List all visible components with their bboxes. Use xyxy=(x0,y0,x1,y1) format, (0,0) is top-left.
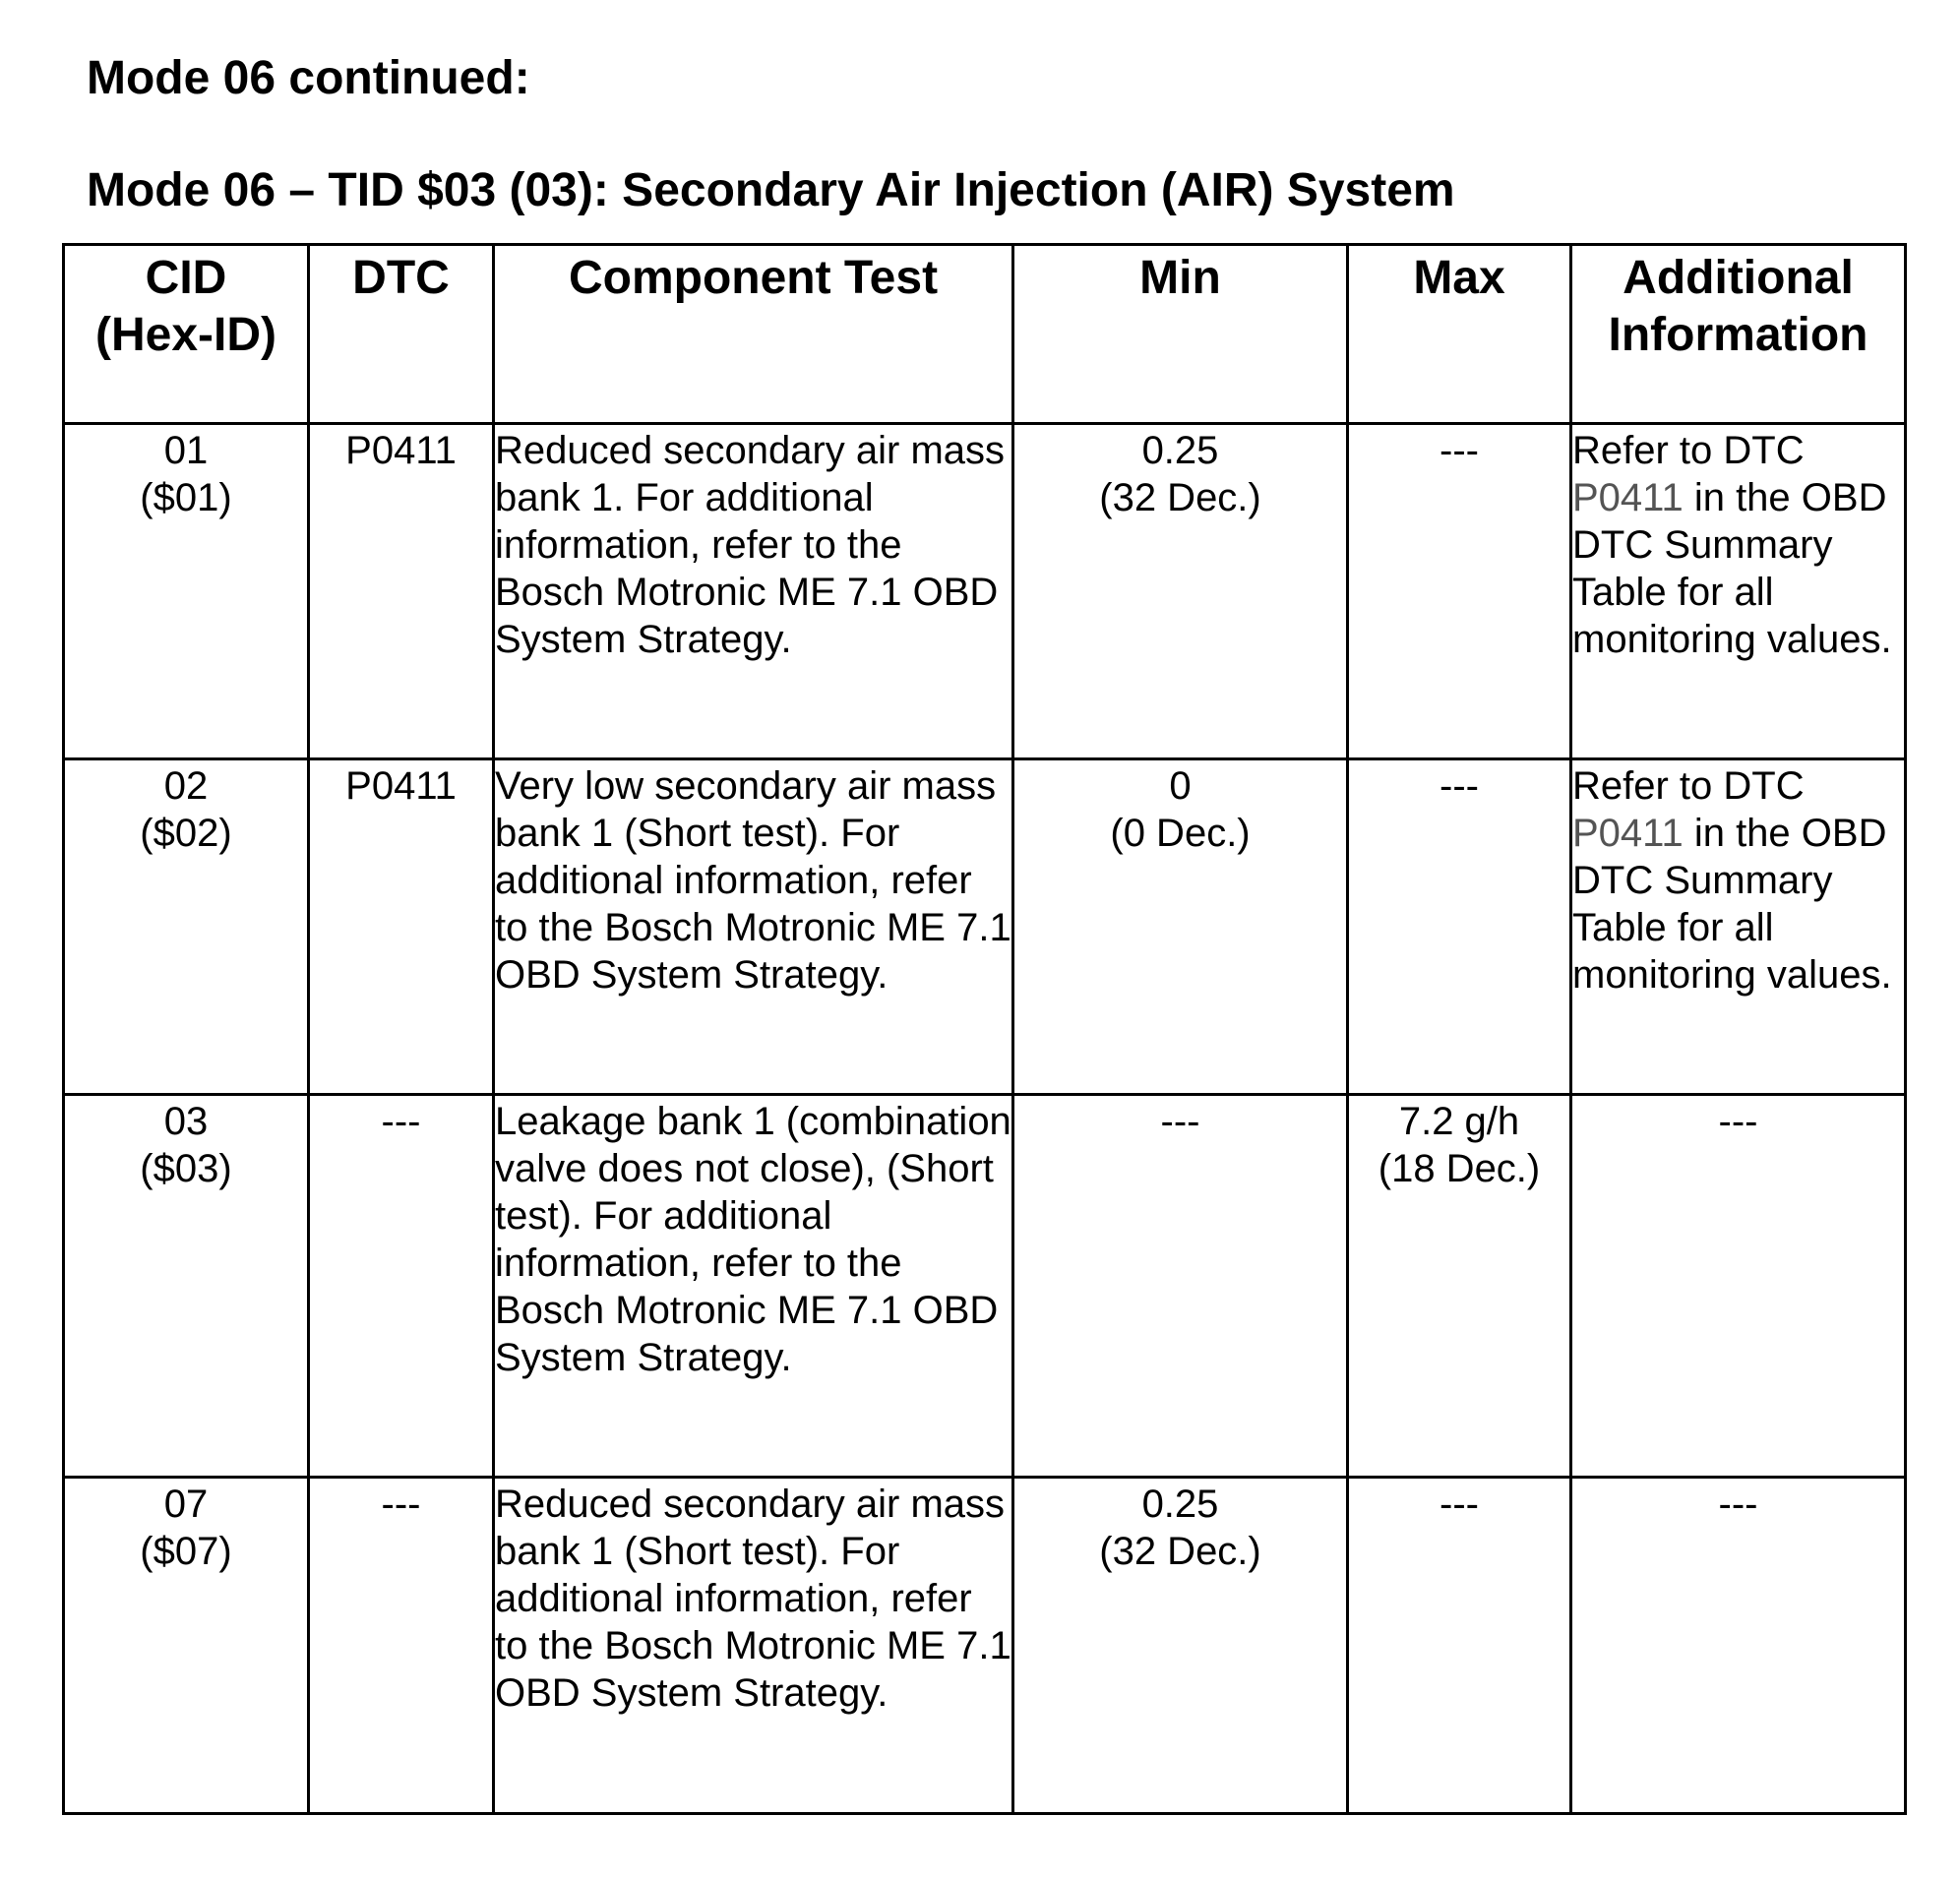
cell-cid xyxy=(64,1478,309,1814)
info-text-before: Refer to DTC xyxy=(1572,764,1805,808)
table-header-row xyxy=(64,245,1906,424)
header-info-line2: Information xyxy=(1608,309,1868,361)
cell-additional-info: --- xyxy=(1571,1478,1906,1814)
cell-additional-info xyxy=(1571,759,1906,1095)
max-value: 7.2 g/h xyxy=(1398,1100,1520,1143)
cid-value: 01 xyxy=(163,429,209,472)
cell-min xyxy=(1013,759,1348,1095)
cell-max xyxy=(1348,424,1571,759)
table-row xyxy=(64,759,1906,1095)
header-cid-line1: CID xyxy=(145,252,227,304)
header-component-test: Component Test xyxy=(494,245,1013,424)
cell-cid xyxy=(64,424,309,759)
cell-additional-info: --- xyxy=(1571,1095,1906,1478)
max-dec: (18 Dec.) xyxy=(1378,1147,1541,1190)
cid-hex: ($01) xyxy=(140,476,232,519)
table-row xyxy=(64,424,1906,759)
header-dtc: DTC xyxy=(309,245,494,424)
cell-dtc: P0411 xyxy=(309,759,494,1095)
max-value: --- xyxy=(1439,429,1479,472)
min-value: 0 xyxy=(1169,764,1192,808)
dtc-link[interactable]: P0411 xyxy=(1572,476,1684,519)
min-dec: (32 Dec.) xyxy=(1099,1530,1261,1573)
info-text-before: Refer to DTC xyxy=(1572,429,1805,472)
cell-component-test: Very low secondary air mass bank 1 (Short test). For additional information, refer to the Bosch Motronic ME 7.1 OBD System Strategy. xyxy=(494,759,1013,1095)
section-heading-continued: Mode 06 continued: xyxy=(87,52,530,104)
cid-value: 07 xyxy=(163,1483,209,1526)
max-value: --- xyxy=(1439,764,1479,808)
info-text-after: in the OBD DTC Summary Table for all monitoring values. xyxy=(1572,812,1892,997)
min-value: 0.25 xyxy=(1141,429,1219,472)
header-info-line1: Additional xyxy=(1623,252,1854,304)
min-dec: (0 Dec.) xyxy=(1110,812,1251,855)
cell-max xyxy=(1348,1095,1571,1478)
cell-max xyxy=(1348,759,1571,1095)
mode06-tid03-table xyxy=(62,243,1907,1815)
min-value: 0.25 xyxy=(1141,1483,1219,1526)
table-row xyxy=(64,1095,1906,1478)
cid-hex: ($03) xyxy=(140,1147,232,1190)
header-cid xyxy=(64,245,309,424)
cell-dtc: --- xyxy=(309,1095,494,1478)
cid-value: 03 xyxy=(163,1100,209,1143)
cell-min xyxy=(1013,424,1348,759)
min-dec: (32 Dec.) xyxy=(1099,476,1261,519)
cell-dtc: --- xyxy=(309,1478,494,1814)
cid-hex: ($02) xyxy=(140,812,232,855)
min-value: --- xyxy=(1160,1100,1200,1143)
cell-cid xyxy=(64,759,309,1095)
cell-max xyxy=(1348,1478,1571,1814)
table-title: Mode 06 – TID $03 (03): Secondary Air Injection (AIR) System xyxy=(87,164,1455,216)
header-cid-line2: (Hex-ID) xyxy=(94,309,276,361)
header-additional-information xyxy=(1571,245,1906,424)
cell-min xyxy=(1013,1095,1348,1478)
cell-additional-info xyxy=(1571,424,1906,759)
max-value: --- xyxy=(1439,1483,1479,1526)
dtc-link[interactable]: P0411 xyxy=(1572,812,1684,855)
cell-component-test: Reduced secondary air mass bank 1 (Short test). For additional information, refer to the Bosch Motronic ME 7.1 OBD System Strategy. xyxy=(494,1478,1013,1814)
cell-component-test: Reduced secondary air mass bank 1. For additional information, refer to the Bosch Motronic ME 7.1 OBD System Strategy. xyxy=(494,424,1013,759)
cell-dtc: P0411 xyxy=(309,424,494,759)
header-min: Min xyxy=(1013,245,1348,424)
cell-cid xyxy=(64,1095,309,1478)
cid-value: 02 xyxy=(163,764,209,808)
info-text-after: in the OBD DTC Summary Table for all monitoring values. xyxy=(1572,476,1892,661)
cid-hex: ($07) xyxy=(140,1530,232,1573)
cell-component-test: Leakage bank 1 (combination valve does not close), (Short test). For additional information, refer to the Bosch Motronic ME 7.1 OBD System Strategy. xyxy=(494,1095,1013,1478)
table-row xyxy=(64,1478,1906,1814)
header-max: Max xyxy=(1348,245,1571,424)
cell-min xyxy=(1013,1478,1348,1814)
